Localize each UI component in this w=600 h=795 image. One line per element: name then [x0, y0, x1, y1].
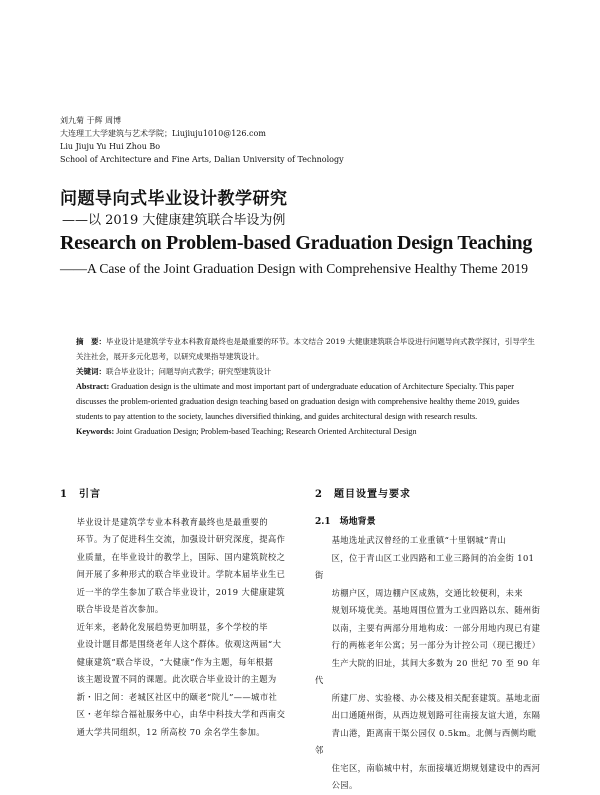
abstract-en: Abstract: Graduation design is the ultimate and most important part of undergraduate education of Architecture Specialty. This paper discusses the problem-oriented graduation design teaching based on graduation design with comprehensive healthy theme 2019, guides students to pay attention to the society, launches diversified thinking, and guides architectural design with research results. — [76, 382, 520, 421]
authors-cn: 刘九菊 于辉 周博 — [60, 116, 122, 125]
affiliation-en: School of Architecture and Fine Arts, Dalian University of Technology — [60, 155, 344, 164]
intro-paragraph-2: 近年来，老龄化发展趋势更加明显，多个学校的毕 业设计题目都是围绕老年人这个群体。依观这两届“大 健康建筑”联合毕设，“大健康”作为主题，每年根据 该主题设置不同的课题。此次联合毕业设计的主题为 新・旧之间：老城区社区中的颐老“院儿”——城市社 区・老年综合福祉服务中心，由华中科技大学和西南交 通大学共同组织，12 所高校 70 余名学生参加。 — [76, 621, 286, 737]
abstract-block — [76, 334, 536, 439]
abstract-cn: 摘 要：毕业设计是建筑学专业本科教育最终也是最重要的环节。本文结合 2019 大健康建筑联合毕设进行问题导向式教学探讨，引导学生关注社会，展开多元化思考，以研究成果指导建筑设计。 — [76, 337, 535, 361]
title-en: Research on Problem-based Graduation Design Teaching — [60, 232, 533, 254]
subtitle-cn: ——以 2019 大健康建筑联合毕设为例 — [62, 213, 286, 228]
site-paragraph: 基地选址武汉曾经的工业重镇“十里钢城”青山 区，位于青山区工业四路和工业三路间的冶金街 101 街 坊棚户区，周边棚户区成熟，交通比较便利，未来 规划环境优美。基地周围位置为工业四路以东、随州街 以南，主要有两部分用地构成：一部分用地内现已有建 行的两栋老年公寓；另一部分为计控公司（现已搬迁） 生产大院的旧址，其间大多数为 20 世纪 70 至 90 年代 所建厂房、实验楼、办公楼及相关配套建筑。基地北面 出口通随州街，从西边规划路可往南接友谊大道，东隔 青山港，距离南干渠公园仅 0.5km。北侧与西侧均毗邻 住宅区，南临城中村，东面接壤近期规划建设中的西河 公园。 — [315, 535, 541, 790]
title-cn: 问题导向式毕业设计教学研究 — [60, 189, 288, 209]
intro-paragraph-1: 毕业设计是建筑学专业本科教育最终也是最重要的 环节。为了促进科生交流，加强设计研究深度，提高作 业质量，在毕业设计的教学上，国际、国内建筑院校之 间开展了多种形式的联合毕业设计。学院本届毕业生已 近一半的学生参加了联合毕业设计，2019 大健康建筑 联合毕设是首次参加。 — [76, 516, 286, 614]
keywords-en: Keywords: Joint Graduation Design; Problem-based Teaching; Research Oriented Architectural Design — [76, 427, 417, 436]
authors-en: Liu Jiuju Yu Hui Zhou Bo — [60, 142, 161, 151]
section-heading-intro: 1 引言 — [60, 489, 101, 500]
left-column — [60, 486, 290, 741]
section-heading-topic: 2 题目设置与要求 — [315, 489, 411, 500]
keywords-cn: 关键词：联合毕业设计；问题导向式教学；研究型建筑设计 — [76, 367, 271, 376]
affiliation-cn: 大连理工大学建筑与艺术学院；Liujiuju1010@126.com — [60, 129, 266, 138]
subsection-heading-site: 2.1 场地背景 — [315, 516, 376, 527]
author-block — [60, 114, 344, 166]
subtitle-en: ——A Case of the Joint Graduation Design with Comprehensive Healthy Theme 2019 — [60, 261, 529, 276]
right-column — [315, 486, 545, 795]
